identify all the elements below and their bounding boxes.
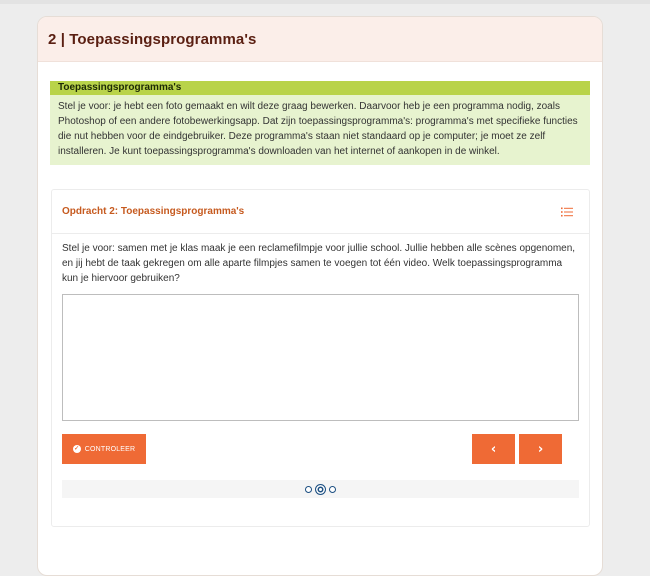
pagination-dot-3[interactable]	[329, 486, 336, 493]
check-button-label: CONTROLEER	[84, 445, 136, 453]
answer-field[interactable]	[62, 294, 579, 421]
info-heading: Toepassingsprogramma's	[50, 81, 590, 95]
task-title: Opdracht 2: Toepassingsprogramma's	[62, 206, 245, 217]
lesson-card	[37, 16, 603, 576]
task-panel	[51, 189, 590, 527]
page-title: 2 | Toepassingsprogramma's	[48, 30, 257, 48]
card-header	[38, 17, 602, 62]
check-circle-icon: ✓	[74, 446, 80, 452]
next-button[interactable]	[519, 434, 562, 464]
pagination-dot-2[interactable]	[315, 484, 326, 495]
previous-button[interactable]	[472, 434, 515, 464]
pagination	[62, 480, 579, 498]
check-button[interactable]	[62, 434, 146, 464]
task-question: Stel je voor: samen met je klas maak je een reclamefilmpje voor jullie school. Jullie hebben alle scènes opgenomen, en jij hebt de taak gekregen om alle aparte filmpjes samen te voegen tot één video. Welk toepassingsprogramma kun je hiervoor gebruiken?	[62, 243, 576, 284]
chevron-left-icon: ‹	[490, 441, 497, 457]
info-text: Stel je voor: je hebt een foto gemaakt en wilt deze graag bewerken. Daarvoor heb je een programma nodig, zoals Photoshop of een andere fotobewerkingsapp. Dat zijn toepassingsprogramma's: programma's met specifieke functies die nut hebben voor de eindgebruiker. Deze programma's staan niet standaard op je computer; je moet ze zelf installeren. Je kunt toepassingsprogramma's downloaden van het internet of aankopen in de winkel.	[58, 101, 578, 157]
pagination-dot-1[interactable]	[305, 486, 312, 493]
task-header	[52, 190, 589, 234]
info-box	[50, 81, 590, 165]
top-strip	[0, 0, 650, 4]
chevron-right-icon: ›	[537, 441, 544, 457]
list-icon[interactable]	[561, 207, 573, 217]
